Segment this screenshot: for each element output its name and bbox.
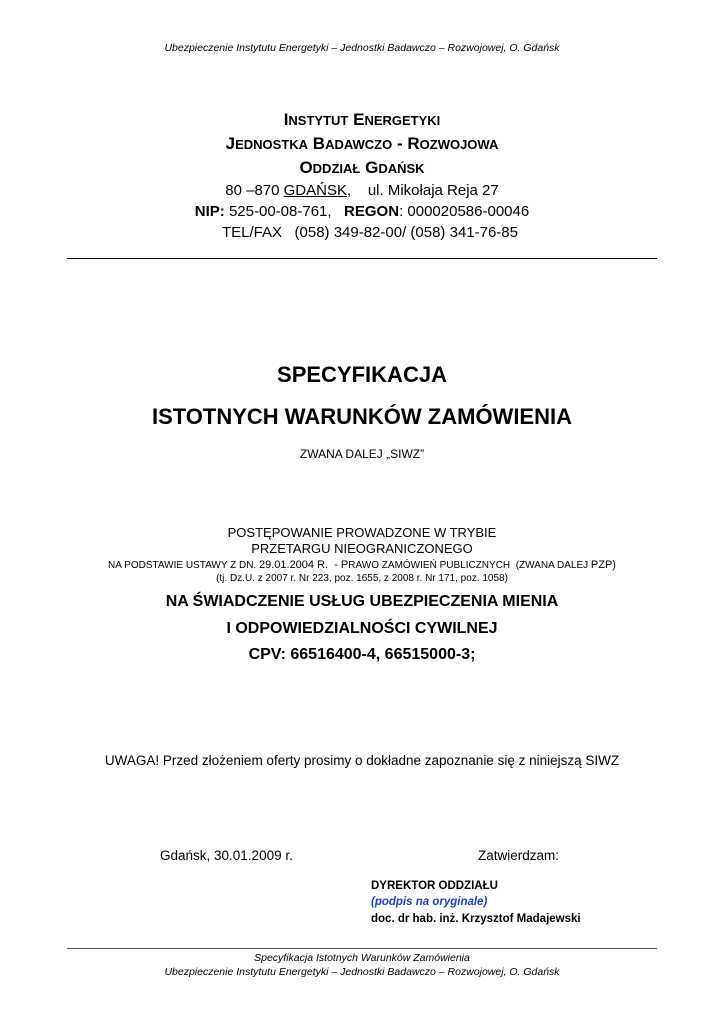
signer-name: doc. dr hab. inż. Krzysztof Madajewski (371, 913, 581, 925)
warning-notice: UWAGA! Przed złożeniem oferty prosimy o dokładne zapoznanie się z niniejszą SIWZ (104, 753, 620, 768)
footer-line2: Ubezpieczenie Instytutu Energetyki – Jednostki Badawczo – Rozwojowej, O. Gdańsk (164, 966, 560, 978)
address-postal: 80 –870 (225, 182, 284, 199)
regon-value: : 000020586-00046 (399, 203, 530, 220)
org-line1-rest-b: NERGETYKI (364, 113, 441, 128)
org-telfax: TEL/FAX (058) 349-82-00/ (058) 341-76-85 (221, 224, 518, 241)
document-title-line2: ISTOTNYCH WARUNKÓW ZAMÓWIENIA (151, 404, 572, 429)
signature-note: (podpis na oryginale) (371, 896, 488, 908)
nip-value: 525-00-08-761, (224, 203, 345, 220)
org-line3-rest-b: DAŃSK (378, 161, 425, 176)
subject-cpv: CPV: 66516400-4, 66515000-3; (248, 646, 476, 663)
org-address (0, 182, 724, 199)
legal-basis-pzp: PZP) (590, 559, 616, 571)
document-title-line1: SPECYFIKACJA (277, 362, 447, 387)
legal-basis-law-cap: R. - P (314, 559, 349, 571)
place-date: Gdańsk, 30.01.2009 r. (160, 848, 293, 863)
org-line3-rest-a: DDZIAŁ (312, 161, 361, 176)
running-header: Ubezpieczenie Instytutu Energetyki – Jednostki Badawczo – Rozwojowej, O. Gdańsk (164, 42, 560, 54)
legal-basis-line1 (0, 559, 724, 571)
legal-basis-prefix: NA PODSTAWIE USTAWY Z DN. (108, 560, 259, 571)
address-street: , ul. Mikołaja Reja 27 (347, 182, 499, 199)
legal-basis-date: 29.01.2004 (258, 559, 315, 571)
signer-role: DYREKTOR ODDZIAŁU (371, 880, 498, 892)
org-line1-cap-a: I (283, 110, 289, 129)
regon-label: REGON (344, 203, 400, 220)
footer-divider (67, 948, 657, 949)
org-name-line1 (0, 110, 724, 130)
org-line2-cap-b: B (312, 134, 326, 153)
legal-basis-law-name: RAWO ZAMÓWIEŃ PUBLICZNYCH (ZWANA DALEJ (348, 560, 591, 571)
org-name-line2 (0, 134, 724, 154)
document-subtitle: ZWANA DALEJ „SIWZ” (299, 447, 425, 461)
header-divider (67, 258, 657, 259)
org-line2-rest-b: ADAWCZO (325, 137, 393, 152)
address-city: GDAŃSK (283, 182, 347, 199)
subject-line1: NA ŚWIADCZENIE USŁUG UBEZPIECZENIA MIENIA (165, 593, 559, 610)
subject-line2: I ODPOWIEDZIALNOŚCI CYWILNEJ (226, 620, 498, 637)
org-line1-cap-b: E (353, 110, 365, 129)
org-line3-cap-a: O (299, 158, 313, 177)
procedure-line1: POSTĘPOWANIE PROWADZONE W TRYBIE (227, 525, 497, 540)
org-line2-rest-a: EDNOSTKA (235, 137, 309, 152)
org-line1-rest-a: NSTYTUT (288, 113, 349, 128)
org-line2-sep: - (392, 134, 408, 153)
org-name-line3 (0, 158, 724, 178)
legal-basis-line2: (tj. Dz.U. z 2007 r. Nr 223, poz. 1655, z 2008 r. Nr 171, poz. 1058) (216, 573, 508, 584)
nip-label: NIP: (194, 203, 225, 220)
org-line2-cap-a: J (225, 134, 236, 153)
org-line2-rest-c: OZWOJOWA (419, 137, 499, 152)
org-line2-cap-c: R (407, 134, 420, 153)
approve-label: Zatwierdzam: (478, 848, 560, 863)
org-tax-ids (0, 203, 724, 220)
footer-line1: Specyfikacja Istotnych Warunków Zamówienia (254, 952, 470, 964)
procedure-line2: PRZETARGU NIEOGRANICZONEGO (251, 541, 473, 556)
org-line3-cap-b: G (365, 158, 379, 177)
